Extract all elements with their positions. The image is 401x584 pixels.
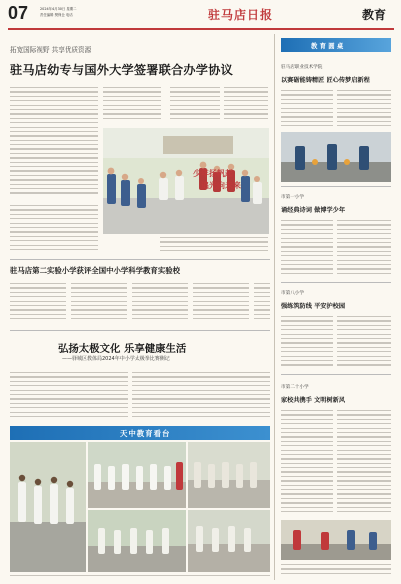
sidebar-item4-caption	[281, 564, 391, 576]
page-number: 07	[8, 3, 29, 23]
lead-body-mid	[103, 87, 161, 123]
divider	[281, 282, 391, 283]
sidebar-item4-title: 家校共携手 文明树新风	[281, 397, 346, 404]
banner-label: 天中教育看台	[120, 429, 171, 438]
story3-caption	[10, 575, 270, 581]
lead-body-left	[10, 87, 98, 199]
sidebar-item3-body-right	[337, 316, 391, 374]
sidebar-item1-body-left	[281, 90, 333, 130]
story3-intro-left	[10, 372, 128, 422]
lead-body-right1	[170, 87, 220, 123]
story3-intro-right	[132, 372, 270, 422]
date-line: 2024年4月30日 星期二	[40, 7, 77, 11]
lead-photo	[103, 128, 269, 234]
editor-line: 责任编辑 樊保仓 电话	[40, 13, 73, 17]
sidebar-item1-body-right	[337, 90, 391, 130]
taichi-photo-mid	[88, 442, 186, 508]
lead-photo-caption	[160, 237, 268, 255]
taichi-group-photo	[88, 442, 186, 508]
lead-body-right2	[224, 87, 268, 123]
sidebar-item2-body-left	[281, 220, 333, 280]
sidebar-item1-photo	[281, 132, 391, 182]
lead-headline: 驻马店幼专与国外大学签署联合办学协议	[10, 63, 233, 77]
taichi-performance-photo	[10, 442, 86, 572]
sidebar-item3-body-left	[281, 316, 333, 374]
taichi-photo-left	[10, 442, 86, 572]
story3-headline: 弘扬太极文化 乐享健康生活	[58, 343, 187, 355]
sidebar-item4-body-right	[337, 410, 391, 518]
sidebar-column-header	[281, 38, 391, 52]
parents-school-photo	[281, 520, 391, 560]
story2-headline: 驻马店第二实验小学获评全国中小学科学教育实验校	[10, 266, 180, 275]
lead-kicker: 拓宽国际视野 共享优质资源	[10, 46, 92, 54]
sidebar-item3-title: 强练筑防线 平安护校园	[281, 303, 346, 310]
sidebar-item4-photo	[281, 520, 391, 560]
welding-contest-photo	[281, 132, 391, 182]
education-banner	[10, 426, 270, 440]
divider	[281, 186, 391, 187]
divider	[281, 374, 391, 375]
paper-name: 驻马店日报	[208, 8, 274, 22]
taichi-stage-photo	[188, 510, 270, 572]
story2-col5	[254, 283, 270, 323]
sidebar-item2-title: 诵经典诗词 做博学少年	[281, 207, 346, 214]
divider	[10, 330, 270, 331]
lead-body-bottom	[10, 205, 98, 255]
taichi-outdoor-photo	[88, 510, 186, 572]
story2-col4	[193, 283, 249, 323]
masthead-rule	[8, 28, 394, 30]
sidebar-column-title: 教 育 圆 桌	[311, 42, 344, 50]
taichi-photo-bottom-mid	[88, 510, 186, 572]
sidebar-item1-org: 驻马店职业技术学院	[281, 65, 323, 70]
story3-subheadline: ——驿城区教体局2024年中小学太极拳比赛侧记	[62, 356, 170, 362]
children-group-photo	[103, 128, 269, 234]
photo-caption-title-2: 追光向未来	[201, 181, 241, 190]
taichi-photo-right	[188, 442, 270, 508]
story2-col3	[132, 283, 188, 323]
taichi-photo-bottom-right	[188, 510, 270, 572]
sidebar-item4-org: 市第二十小学	[281, 385, 309, 390]
section-label: 教育	[362, 8, 387, 22]
sidebar-item1-title: 以赛砺能铸精匠 匠心传梦启新程	[281, 77, 370, 84]
photo-caption-title-1: 少年扬帆起	[193, 169, 233, 178]
taichi-children-photo	[188, 442, 270, 508]
sidebar-item4-body-left	[281, 410, 333, 518]
sidebar-item2-body-right	[337, 220, 391, 280]
story2-col2	[71, 283, 127, 323]
sidebar	[274, 34, 394, 580]
sidebar-item2-org: 市第一小学	[281, 195, 304, 200]
sidebar-item3-org: 市第八小学	[281, 291, 304, 296]
masthead	[0, 0, 401, 32]
story2-col1	[10, 283, 66, 323]
divider	[10, 259, 270, 260]
